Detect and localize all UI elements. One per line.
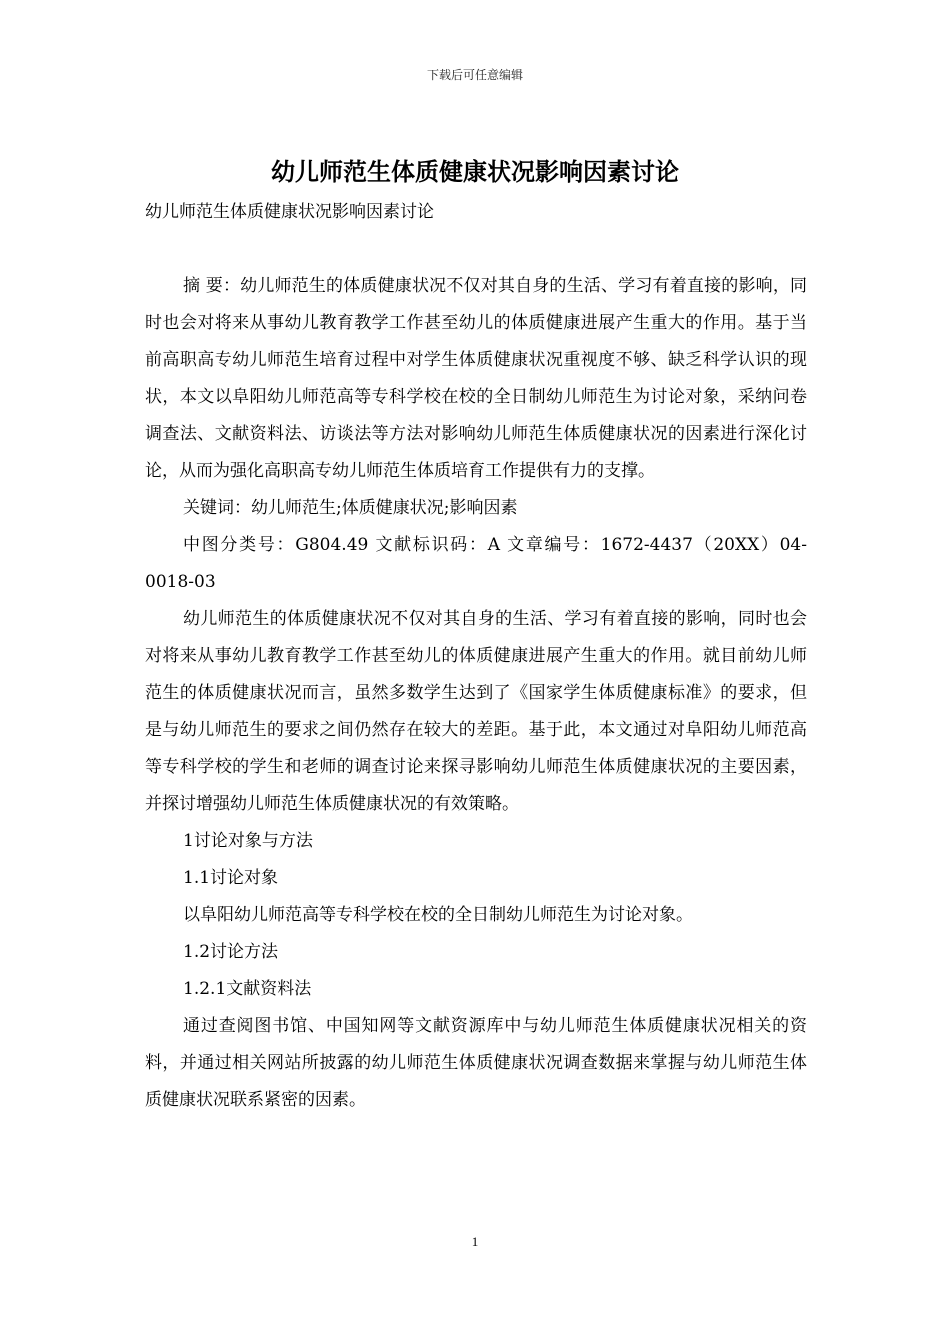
intro-paragraph: 幼儿师范生的体质健康状况不仅对其自身的生活、学习有着直接的影响，同时也会对将来从事幼儿教育教学工作甚至幼儿的体质健康进展产生重大的作用。就目前幼儿师范生的体质健康状况而言，虽然多数学生达到了《国家学生体质健康标准》的要求，但是与幼儿师范生的要求之间仍然存在较大的差距。基于此，本文通过对阜阳幼儿师范高等专科学校的学生和老师的调查讨论来探寻影响幼儿师范生体质健康状况的主要因素，并探讨增强幼儿师范生体质健康状况的有效策略。 bbox=[145, 609, 807, 814]
document-title: 幼儿师范生体质健康状况影响因素讨论 bbox=[271, 158, 679, 186]
keywords-line: 关键词：幼儿师范生;体质健康状况;影响因素 bbox=[183, 498, 518, 518]
section-1-1-text: 以阜阳幼儿师范高等专科学校在校的全日制幼儿师范生为讨论对象。 bbox=[183, 905, 693, 925]
document-subtitle: 幼儿师范生体质健康状况影响因素讨论 bbox=[145, 202, 434, 222]
blank-line bbox=[145, 231, 807, 268]
section-1-heading: 1讨论对象与方法 bbox=[183, 831, 313, 851]
classification-line: 中图分类号：G804.49 文献标识码：A 文章编号：1672-4437（20XX）04-0018-03 bbox=[145, 535, 807, 592]
section-1-1-heading: 1.1讨论对象 bbox=[183, 868, 279, 888]
document-body bbox=[145, 194, 807, 1119]
section-1-2-1-text: 通过查阅图书馆、中国知网等文献资源库中与幼儿师范生体质健康状况相关的资料，并通过相关网站所披露的幼儿师范生体质健康状况调查数据来掌握与幼儿师范生体质健康状况联系紧密的因素。 bbox=[145, 1016, 807, 1110]
header-note: 下载后可任意编辑 bbox=[426, 68, 523, 82]
section-1-2-1-heading: 1.2.1文献资料法 bbox=[183, 979, 312, 999]
page-number: 1 bbox=[471, 1234, 479, 1249]
abstract-paragraph: 摘 要：幼儿师范生的体质健康状况不仅对其自身的生活、学习有着直接的影响，同时也会对将来从事幼儿教育教学工作甚至幼儿的体质健康进展产生重大的作用。基于当前高职高专幼儿师范生培育过程中对学生体质健康状况重视度不够、缺乏科学认识的现状，本文以阜阳幼儿师范高等专科学校在校的全日制幼儿师范生为讨论对象，采纳问卷调查法、文献资料法、访谈法等方法对影响幼儿师范生体质健康状况的因素进行深化讨论，从而为强化高职高专幼儿师范生体质培育工作提供有力的支撑。 bbox=[145, 276, 807, 481]
section-1-2-heading: 1.2讨论方法 bbox=[183, 942, 279, 962]
